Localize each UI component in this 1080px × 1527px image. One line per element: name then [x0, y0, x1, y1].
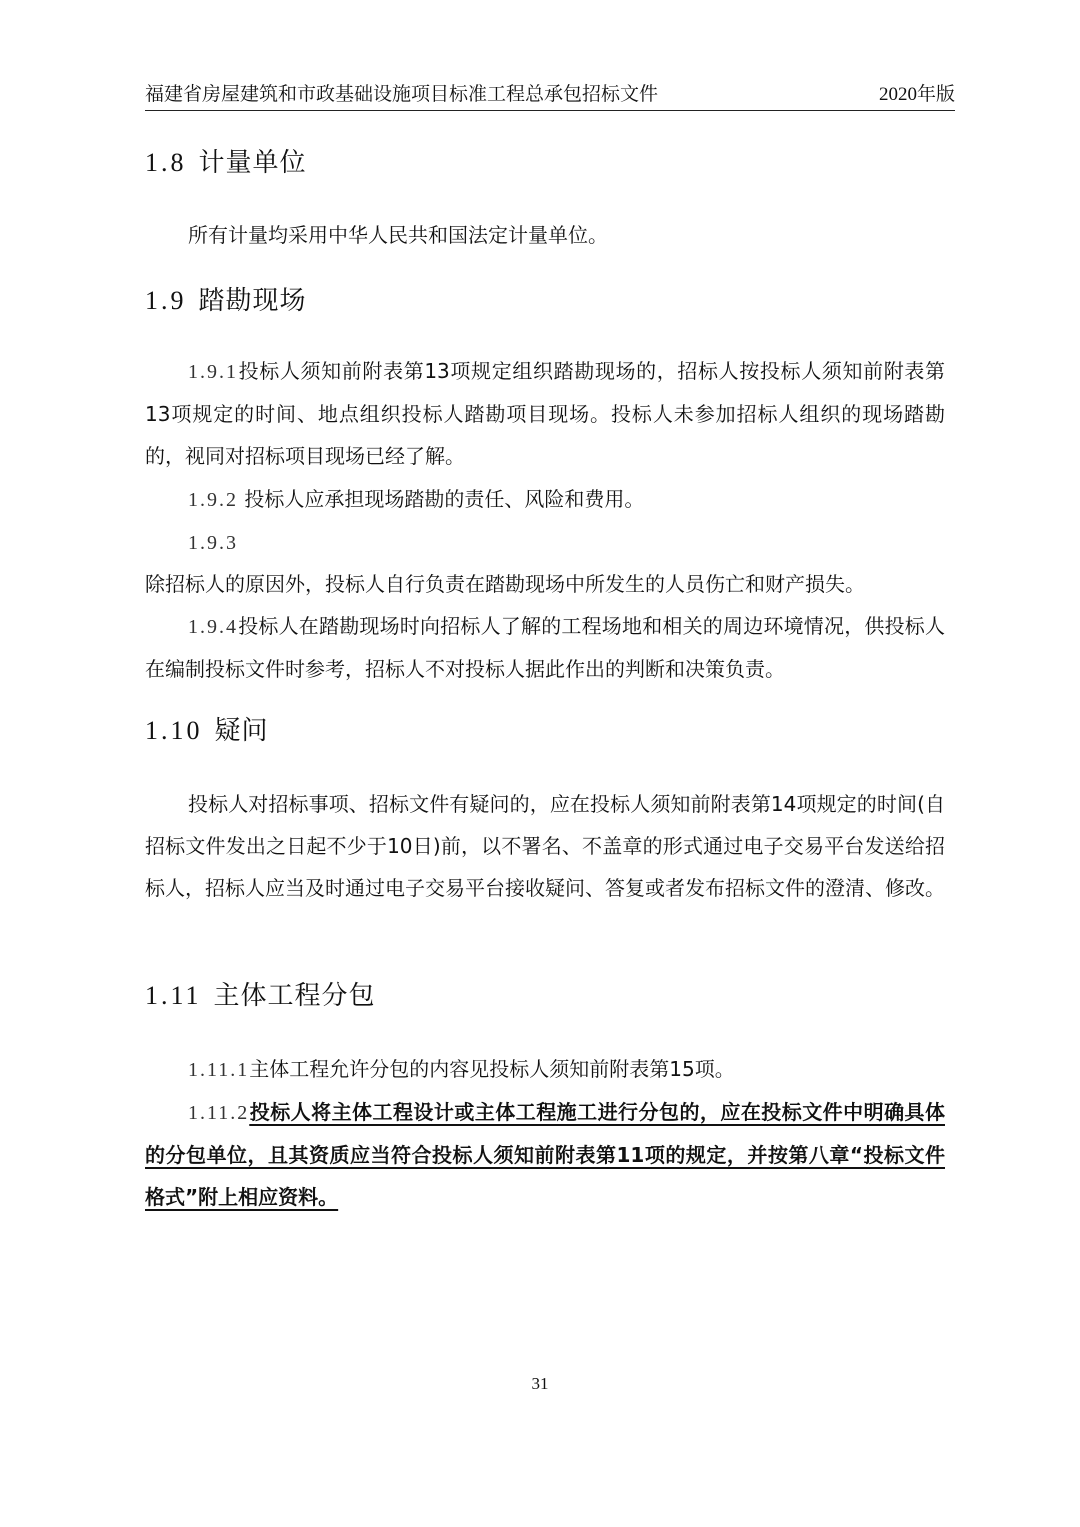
clause-number: 1.11.1 [188, 1059, 250, 1081]
section-heading-1-8 [145, 142, 307, 179]
clause-text: 投标人应承担现场踏勘的责任、风险和费用。 [244, 487, 645, 511]
clause-number: 1.11.2 [188, 1102, 250, 1124]
section-title: 主体工程分包 [213, 981, 376, 1011]
page-header [145, 74, 955, 111]
clause-number: 1.9.2 [188, 489, 238, 511]
clause-text: 投标人在踏勘现场时向招标人了解的工程场地和相关的周边环境情况，供投标人在编制投标文件时参考，招标人不对投标人据此作出的判断和决策负责。 [145, 614, 945, 681]
clause-text: 投标人须知前附表第13项规定组织踏勘现场的，招标人按投标人须知前附表第13项规定的时间、地点组织投标人踏勘项目现场。投标人未参加招标人组织的现场踏勘的，视同对招标项目现场已经了解。 [145, 359, 945, 468]
clause-1-9-2 [145, 478, 945, 521]
clause-number: 1.9.3 [188, 532, 238, 554]
page-number: 31 [531, 1374, 549, 1393]
clause-1-11-2 [145, 1091, 945, 1218]
clause-number: 1.9.4 [188, 616, 238, 638]
clause-1-9-1 [145, 350, 945, 477]
document-title: 福建省房屋建筑和市政基础设施项目标准工程总承包招标文件 [145, 83, 659, 105]
paragraph-1-8: 所有计量均采用中华人民共和国法定计量单位。 [188, 223, 608, 247]
section-title: 疑问 [214, 716, 269, 746]
section-title: 计量单位 [198, 148, 307, 178]
clause-1-9-3-text: 除招标人的原因外，投标人自行负责在踏勘现场中所发生的人员伤亡和财产损失。 [145, 572, 865, 596]
paragraph-1-10: 投标人对招标事项、招标文件有疑问的，应在投标人须知前附表第14项规定的时间(自招标文件发出之日起不少于10日)前，以不署名、不盖章的形式通过电子交易平台发送给招标人，招标人应当及时通过电子交易平台接收疑问、答复或者发布招标文件的澄清、修改。 [145, 792, 945, 900]
section-heading-1-9 [145, 280, 307, 317]
clause-text-underlined: 投标人将主体工程设计或主体工程施工进行分包的，应在投标文件中明确具体的分包单位，且其资质应当符合投标人须知前附表第11项的规定，并按第八章“投标文件格式”附上相应资料。 [145, 1100, 945, 1209]
clause-1-9-4 [145, 605, 945, 690]
section-number: 1.9 [145, 286, 187, 315]
clause-1-11-1 [145, 1048, 945, 1091]
section-number: 1.8 [145, 148, 187, 177]
section-title: 踏勘现场 [198, 286, 307, 316]
section-heading-1-10 [145, 710, 269, 747]
clause-1-9-3-number [145, 521, 945, 564]
section-number: 1.10 [145, 716, 203, 745]
section-number: 1.11 [145, 981, 202, 1010]
clause-text: 主体工程允许分包的内容见投标人须知前附表第15项。 [249, 1057, 735, 1081]
clause-number: 1.9.1 [188, 361, 238, 383]
edition-label: 2020年版 [878, 84, 955, 105]
section-heading-1-11 [145, 975, 376, 1012]
